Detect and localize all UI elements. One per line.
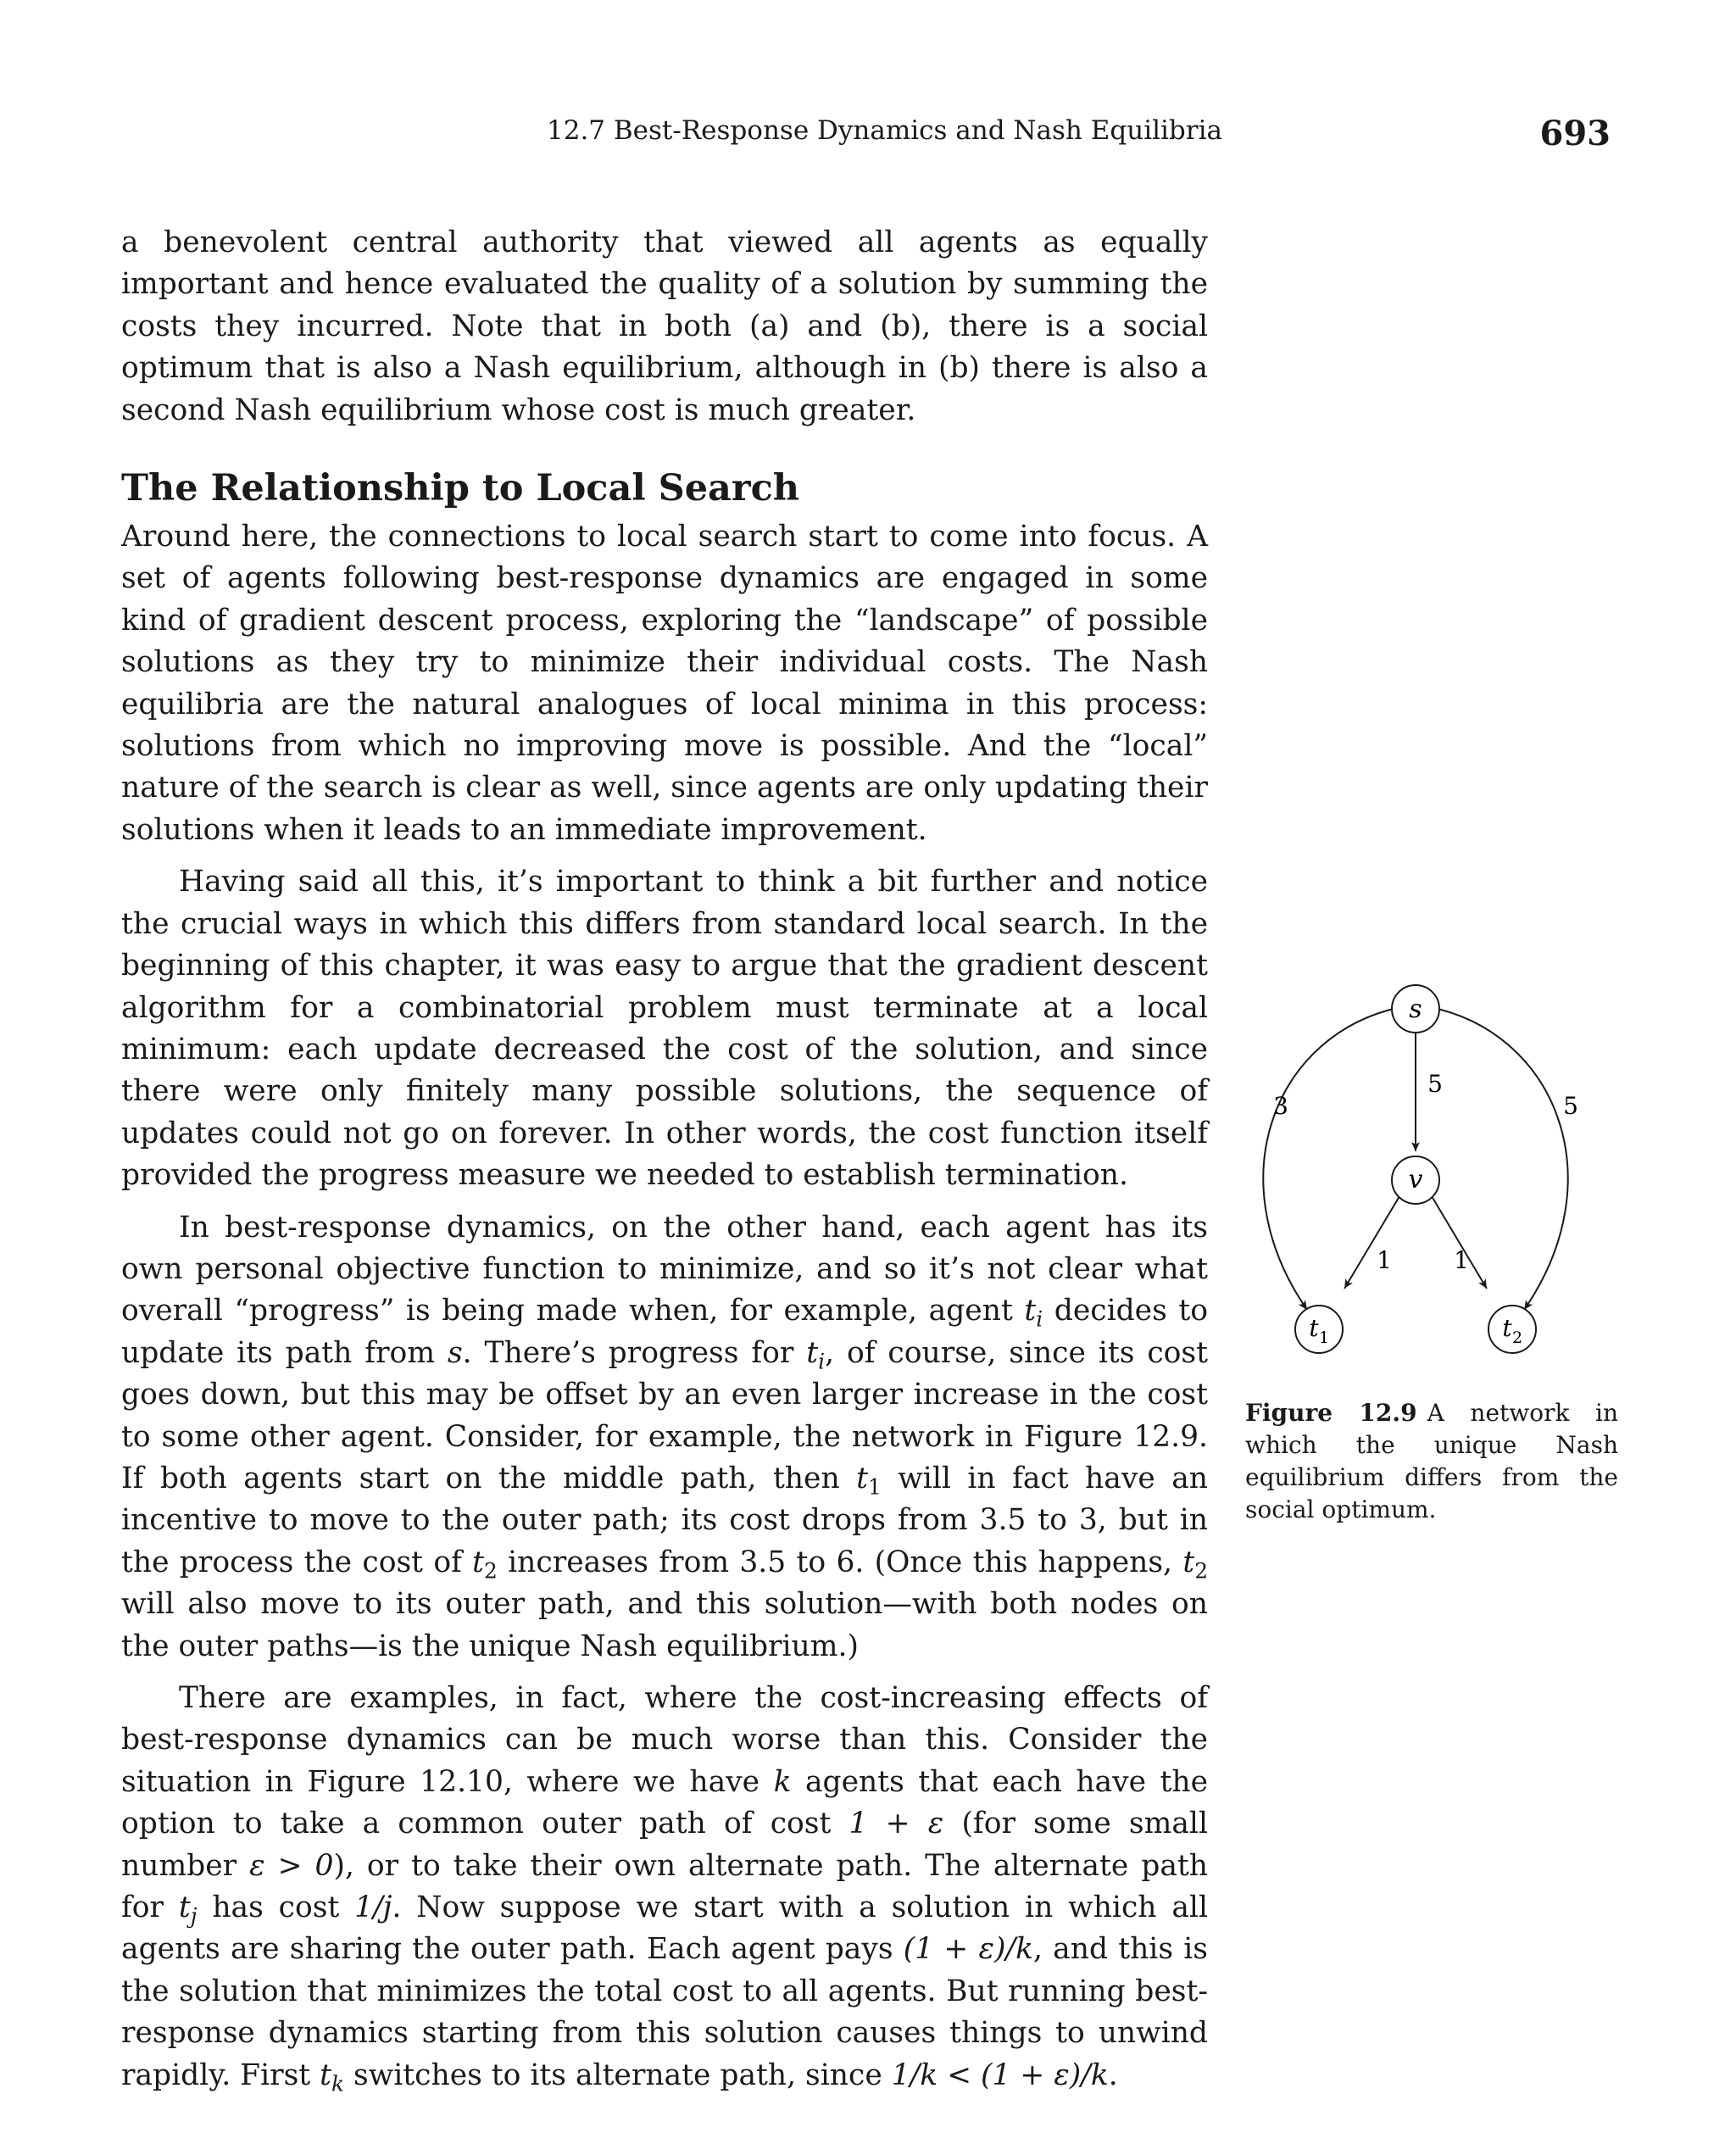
text-span: (for some small number [121,1807,1208,1883]
math-k: k [773,1764,792,1799]
math-t: t [1182,1545,1195,1579]
text-span: There are examples, in fact, where the cost-increasing effects of best-response dynamics can be much worse than this. Consider the situation in Figure 12.10, where we have [121,1681,1208,1799]
math-subscript: 2 [1194,1558,1208,1584]
text-span: , and this is the solution that minimizes the total cost to all agents. But running best-response dynamics starting from this solution causes things to unwind rapidly. First [121,1932,1208,2092]
paragraph-intro: a benevolent central authority that viewed all agents as equally important and hence evaluated the quality of a solution by summing the costs they incurred. Note that in both (a) and (b), there is a social optimum that is also a Nash equilibrium, although in (b) there is also a second Nash equilibrium whose cost is much greater. [121,226,1208,427]
paragraph-worse-example [121,1678,1208,2097]
math-t: t [178,1891,191,1925]
math-t: t [1024,1294,1037,1328]
math-expression: 1 + ε [849,1807,944,1841]
paragraph-best-response [121,1207,1208,1668]
text-span: , of course, since its cost goes down, but this may be offset by an even larger increase in the cost to some other agent. Consider, for example, the network in Figure 12.9. If both agents start on the middle path, then [121,1335,1208,1495]
text-span: has cost [197,1891,355,1925]
paragraph-local-search: Around here, the connections to local search start to come into focus. A set of agents following best-response dynamics are engaged in some kind of gradient descent process, exploring the “landscape” of possible solutions as they try to minimize their individual costs. The Nash equilibria are the natural analogues of local minima in this process: solutions from which no improving move is possible. And the “local” nature of the search is clear as well, since agents are only updating their solutions when it leads to an immediate improvement. [121,520,1208,847]
text-span: will also move to its outer path, and this solution—with both nodes on the outer paths—is the unique Nash equilibrium.) [121,1587,1208,1663]
node-t1 [1295,1306,1343,1353]
edge-label-s-t2: 5 [1563,1092,1578,1120]
edge-label-v-t1: 1 [1377,1246,1392,1274]
math-subscript: 1 [868,1474,882,1500]
math-subscript: 2 [484,1558,498,1584]
running-head: 12.7 Best-Response Dynamics and Nash Equilibria [547,115,1222,146]
node-label-t2: t [1502,1314,1512,1342]
math-expression: 1/j [354,1891,392,1925]
text-span: In best-response dynamics, on the other hand, each agent has its own personal objective function to minimize, and so it’s not clear what overall “progress” is being made when, for example, agent [121,1210,1208,1328]
math-t: t [472,1545,485,1579]
node-label-t1: t [1309,1314,1319,1342]
math-t: t [320,2058,332,2092]
figure-caption [1245,1397,1618,1526]
main-text-column [121,222,1208,2097]
math-expression: ε > 0 [249,1848,334,1883]
edge-v-t1 [1344,1183,1407,1289]
node-label-v: v [1408,1165,1423,1195]
text-span: agents that each have the option to take a common outer path of cost [121,1764,1209,1841]
figure-caption-text: A network in which the unique Nash equilibrium differs from the social optimum. [1245,1399,1618,1523]
node-v [1392,1156,1439,1204]
text-span: will in fact have an incentive to move to the outer path; its cost drops from 3.5 to 3, but in the process the cost of [121,1461,1208,1579]
node-s [1392,985,1439,1033]
edge-s-t2 [1430,1007,1568,1310]
network-diagram [1238,975,1628,1382]
math-subscript: i [1036,1306,1043,1332]
paragraph-progress-measure: Having said all this, it’s important to think a bit further and notice the crucial ways in which this differs from standard local search. In the beginning of this chapter, it was easy to argue that the gradient descent algorithm for a combinatorial problem must terminate at a local minimum: each update decreased the cost of the solution, and since there were only finitely many possible solutions, the sequence of updates could not go on forever. In other words, the cost function itself provided the progress measure we needed to establish termination. [121,865,1208,1193]
math-t: t [806,1335,819,1370]
text-span: decides to update its path from [121,1294,1208,1370]
edge-label-s-t1: 3 [1273,1092,1288,1120]
text-span: switches to its alternate path, since [344,2058,892,2092]
text-span: . Now suppose we start with a solution in which all agents are sharing the outer path. Each agent pays [121,1891,1208,1967]
section-heading: The Relationship to Local Search [121,467,800,510]
math-expression: (1 + ε)/k [903,1932,1033,1967]
math-subscript: i [818,1349,826,1374]
math-subscript: j [190,1903,198,1929]
node-label-t2-sub: 2 [1511,1328,1523,1347]
text-span: . [1108,2058,1118,2092]
figure-caption-label: Figure 12.9 [1245,1399,1417,1427]
math-expression: 1/k < (1 + ε)/k [891,2058,1109,2092]
edge-label-v-t2: 1 [1454,1246,1469,1274]
text-span: increases from 3.5 to 6. (Once this happens, [497,1545,1183,1579]
node-t2 [1488,1306,1536,1353]
edge-label-s-v: 5 [1427,1070,1443,1098]
node-label-s: s [1409,994,1422,1024]
math-subscript: k [331,2071,345,2097]
text-span: ), or to take their own alternate path. The alternate path for [121,1848,1208,1925]
text-span: . There’s progress for [462,1335,807,1370]
math-t: t [856,1461,868,1495]
node-label-t1-sub: 1 [1318,1328,1330,1347]
math-s: s [447,1335,463,1370]
page-number: 693 [1539,114,1611,153]
